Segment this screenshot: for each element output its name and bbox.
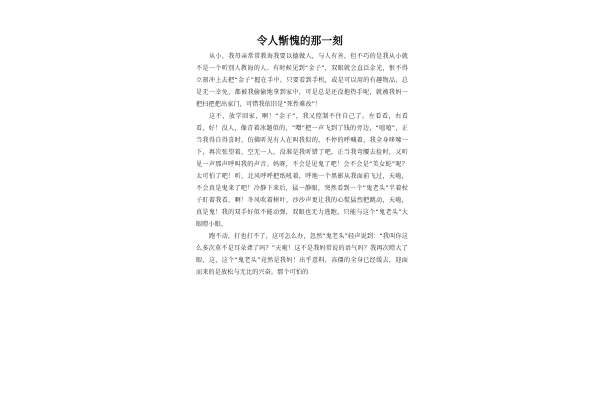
document-title: 令人惭愧的那一刻 bbox=[256, 35, 344, 47]
paragraph-1: 从小，我母亲常常教诲我要以德做人，与人有善，但不巧的是我从小就不是一个听别人教诲的人。有时候见到“金子”，双眼就会直泛金光，恨不得立刻冲上去把“金子”握在手中。只要看到手机，或是可以用的有趣物品，总是无一幸免，都被我偷偷地拿到家中，可是总是还没抱热手呢，就被我妈一把扫把把出家门，可惜我依旧是“死性难改”！ bbox=[196, 53, 408, 108]
paragraph-2: 这不，放学回家，啊！“金子”，我又控制不住自己了。左看看，右看看，好！没人，像青着冰题似的，“噌”把一声飞到了钱的旁边，“嘻嘻”，正当我得自得喜时，仿佛听见有人在叫我似的，不停的呼喊着，我全身哆嗦一下，再次张望着，空无一人，没准是我听错了吧，正当我弯腰去捡时，又听见一声那声呼叫我的声音。妈呀，不会是见鬼了吧！会不会是“美女蛇”呢？太可怕了吧！听，北风呼呼把纸吼着，呼地一个黑影从我面前飞过，天啦，不会真是鬼来了吧！冷静下来后，猛一静眼，突然看到一个“鬼老头”半着杖子盯着我看，啊！冬风吹着树叶，沙沙声更让我的心慌猛烈把跳动，天啦，真是鬼！我的双手好似不能动弹，双眼也无力逃跑，只能与这个“鬼老头”大眼瞪小眼。 bbox=[196, 113, 408, 228]
paragraph-3: 跑不动，打也打不了，这可怎么办，忽然“鬼老头”轻声说到：“我叫你这么多次莫不是耳朵聋了吗？”天啦！这不是我妈常说的语气吗？我再次瞪大了眼，这，这个“鬼老头”竟然是我妈！出乎意料，冻僵的全身已经缓去，迎面而来的是放松与无比的兴奋。那个可怕的 bbox=[196, 233, 408, 276]
document-body bbox=[196, 51, 408, 279]
